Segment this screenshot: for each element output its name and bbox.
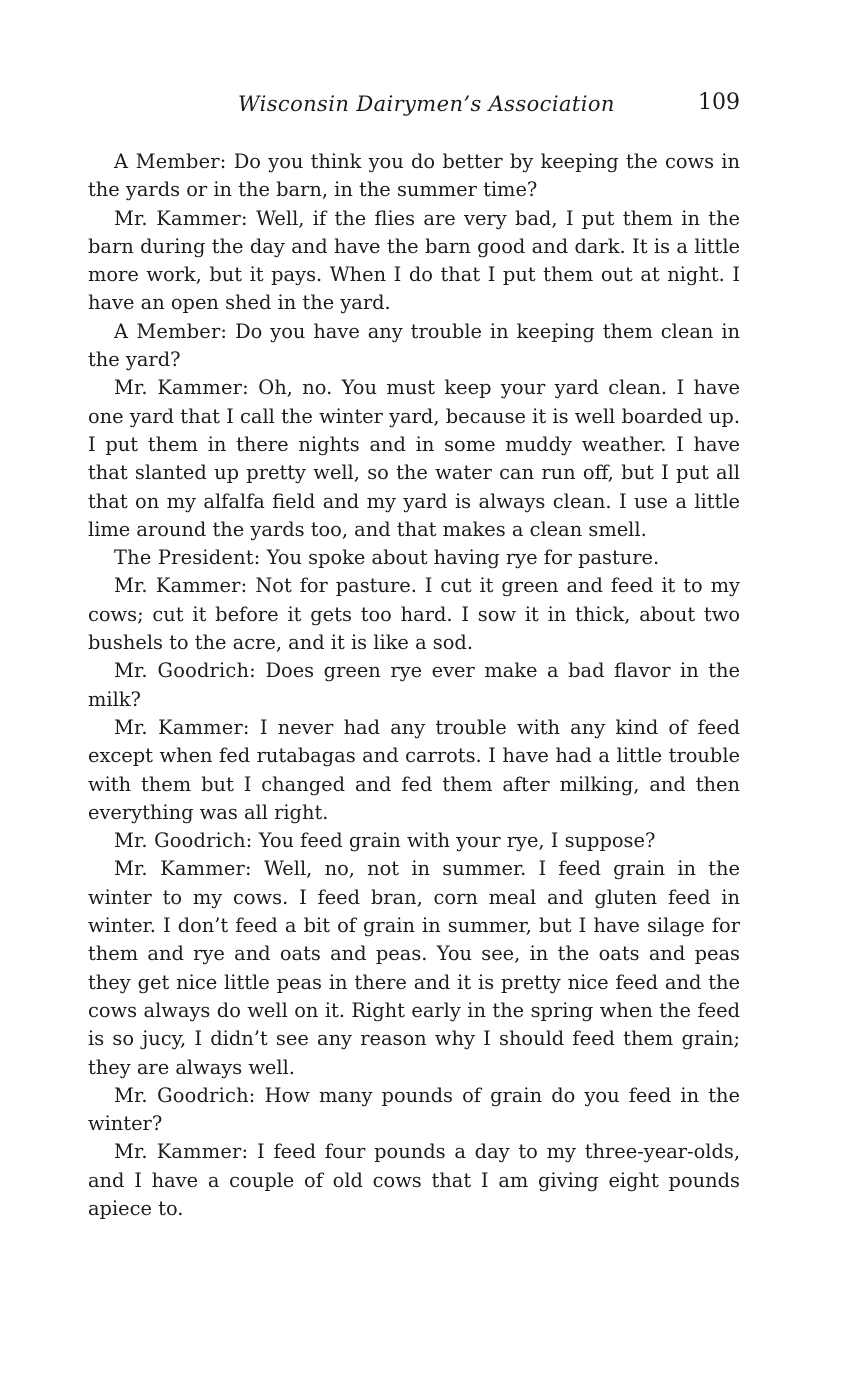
paragraph xyxy=(88,318,740,375)
paragraph-text: You feed grain with your rye, I suppose? xyxy=(258,829,656,853)
paragraph-text: Oh, no. You must keep your yard clean. I have one yard that I call the winter yard, because it is well boarded up. I put them in there nights and in some muddy weather. I have that slanted up pretty well, so the water can run off, but I put all that on my alfalfa field and my yard is always clean. I use a little lime around the yards too, and that makes a clean smell. xyxy=(88,376,740,541)
speaker-label: Mr. Kammer: xyxy=(114,857,252,881)
running-title: Wisconsin Dairymen’s Association xyxy=(238,92,615,116)
paragraph-text: Does green rye ever make a bad flavor in the milk? xyxy=(88,659,741,711)
speaker-label: A Member: xyxy=(114,150,227,173)
page-number: 109 xyxy=(698,90,740,115)
speaker-label: Mr. Goodrich: xyxy=(114,829,253,853)
paragraph xyxy=(88,374,740,544)
paragraph xyxy=(88,205,740,318)
paragraph xyxy=(88,827,740,855)
speaker-label: Mr. Goodrich: xyxy=(114,1083,256,1107)
paragraph xyxy=(88,572,740,657)
paragraph xyxy=(88,714,740,827)
speaker-label: Mr. Goodrich: xyxy=(114,659,256,683)
paragraph xyxy=(88,544,740,572)
paragraph xyxy=(88,855,740,1081)
paragraph-text: How many pounds of grain do you feed in the winter? xyxy=(88,1083,740,1136)
paragraph-text: I feed four pounds a day to my three-year-olds, and I have a couple of old cows that I am giving eight pounds apiece to. xyxy=(88,1140,740,1220)
paragraph xyxy=(88,1138,740,1223)
speaker-label: Mr. Kammer: xyxy=(114,715,250,739)
running-head xyxy=(88,92,740,124)
speaker-label: Mr. Kammer: xyxy=(114,376,249,400)
paragraph-text: You spoke about having rye for pasture. xyxy=(266,546,660,570)
speaker-label: The President: xyxy=(114,546,261,570)
paragraph xyxy=(88,657,740,714)
paragraph-text: I never had any trouble with any kind of feed except when fed rutabagas and carrots. I have had a little trouble with them but I changed and fed them after milking, and then everything was all right. xyxy=(88,715,741,824)
paragraph xyxy=(88,1082,740,1139)
speaker-label: Mr. Kammer: xyxy=(114,206,248,230)
paragraph-text: Do you have any trouble in keeping them clean in the yard? xyxy=(88,319,741,372)
paragraph-text: Not for pasture. I cut it green and feed it to my cows; cut it before it gets too hard. I sow it in thick, about two bushels to the acre, and it is like a sod. xyxy=(88,574,740,655)
transcript-body xyxy=(88,148,740,1223)
paragraph xyxy=(88,148,740,205)
speaker-label: Mr. Kammer: xyxy=(114,1140,249,1164)
paragraph-text: Well, no, not in summer. I feed grain in the winter to my cows. I feed bran, corn meal and gluten feed in winter. I don’t feed a bit of grain in summer, but I have silage for them and rye and oats and peas. You see, in the oats and peas they get nice little peas in there and it is pretty nice feed and the cows always do well on it. Right early in the spring when the feed is so jucy, I didn’t see any reason why I should feed them grain; they are always well. xyxy=(88,857,741,1079)
paragraph-text: Well, if the flies are very bad, I put them in the barn during the day and have the barn good and dark. It is a little more work, but it pays. When I do that I put them out at night. I have an open shed in the yard. xyxy=(88,206,740,315)
speaker-label: Mr. Kammer: xyxy=(114,574,248,598)
speaker-label: A Member: xyxy=(114,319,228,343)
paragraph-text: Do you think you do better by keeping the cows in the yards or in the barn, in the summer time? xyxy=(88,150,740,202)
